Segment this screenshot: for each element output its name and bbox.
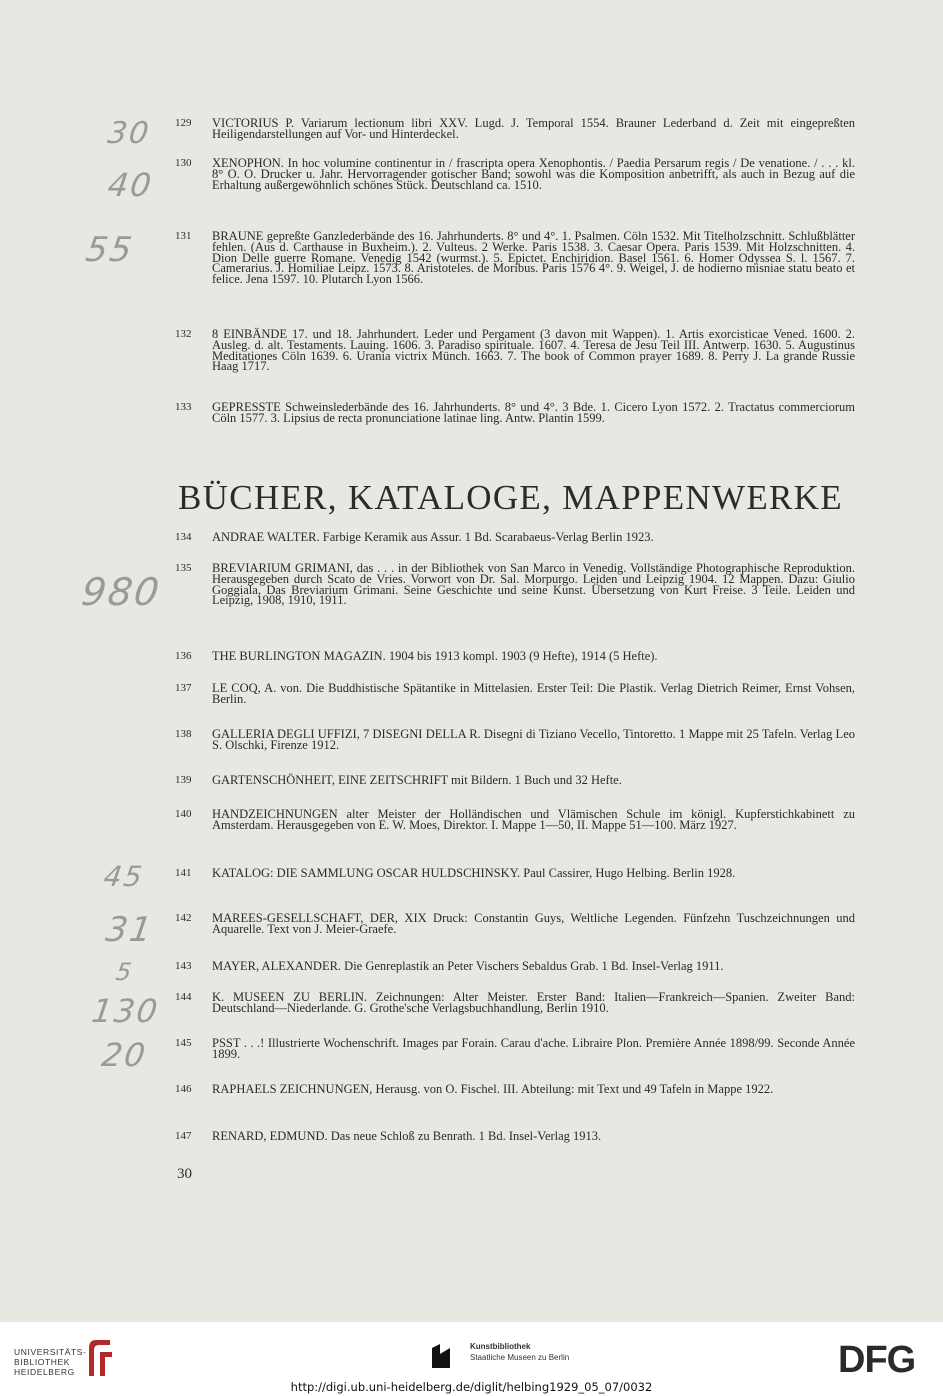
kb-subtitle: Staatliche Museen zu Berlin xyxy=(470,1353,570,1362)
catalog-entry xyxy=(175,1038,855,1060)
entry-text: THE BURLINGTON MAGAZIN. 1904 bis 1913 kompl. 1903 (9 Hefte), 1914 (5 Hefte). xyxy=(212,649,658,663)
catalog-entry xyxy=(175,961,855,972)
catalog-entry xyxy=(175,913,855,935)
entry-number: 143 xyxy=(175,960,192,972)
entry-number: 133 xyxy=(175,401,192,413)
entry-text: HANDZEICHNUNGEN alter Meister der Holländischen und Vlämischen Schule im königl. Kupferstichkabinett zu Amsterdam. Herausgegeben von E. W. Moes, Direktor. I. Mappe 1—50, II. Mappe 51—100. März 1927. xyxy=(212,807,855,832)
catalog-entry xyxy=(175,775,855,786)
catalog-entry xyxy=(175,651,855,662)
ub-heidelberg-label xyxy=(14,1347,87,1377)
catalog-entry xyxy=(175,992,855,1014)
entry-text: K. MUSEEN ZU BERLIN. Zeichnungen: Alter Meister. Erster Band: Italien—Frankreich—Spanien. Zweiter Band: Deutschland—Niederlande. G. Grothe'sche Verlagsbuchhandlung, Berlin 1910. xyxy=(212,990,855,1015)
pencil-annotation: 55 xyxy=(83,230,137,270)
entry-number: 146 xyxy=(175,1083,192,1095)
entry-number: 130 xyxy=(175,157,192,169)
ub-line: BIBLIOTHEK xyxy=(14,1357,71,1367)
catalog-entry xyxy=(175,1131,855,1142)
entry-text: XENOPHON. In hoc volumine continentur in / frascripta opera Xenophontis. / Paedia Persarum regis / De venatione. / . . . kl. 8° O. O. Drucker u. Jahr. Hervorragender gotischer Band; sowohl was die Komposition anbetrifft, als auch in Bezug auf die Erhaltung außergewöhnlich schönes Stück. Deutschland ca. 1510. xyxy=(212,156,855,192)
entry-text: MAYER, ALEXANDER. Die Genreplastik an Peter Vischers Sebaldus Grab. 1 Bd. Insel-Verlag 1911. xyxy=(212,959,724,973)
entry-text: KATALOG: DIE SAMMLUNG OSCAR HULDSCHINSKY. Paul Cassirer, Hugo Helbing. Berlin 1928. xyxy=(212,866,736,880)
entry-number: 132 xyxy=(175,328,192,340)
entry-text: ANDRAE WALTER. Farbige Keramik aus Assur. 1 Bd. Scarabaeus-Verlag Berlin 1923. xyxy=(212,530,654,544)
catalog-entry xyxy=(175,158,855,190)
catalog-entry xyxy=(175,402,855,424)
entry-number: 145 xyxy=(175,1037,192,1049)
pencil-annotation: 30 xyxy=(105,116,153,151)
catalog-entry xyxy=(175,868,855,879)
page-number: 30 xyxy=(177,1166,192,1182)
footer-bar xyxy=(0,1322,943,1396)
entry-number: 137 xyxy=(175,682,192,694)
entry-text: RENARD, EDMUND. Das neue Schloß zu Benrath. 1 Bd. Insel-Verlag 1913. xyxy=(212,1129,602,1143)
entry-number: 141 xyxy=(175,867,192,879)
source-url[interactable]: http://digi.ub.uni-heidelberg.de/diglit/helbing1929_05_07/0032 xyxy=(290,1380,653,1394)
ub-line: UNIVERSITÄTS- xyxy=(14,1347,87,1357)
catalog-entry xyxy=(175,563,855,606)
ub-line: HEIDELBERG xyxy=(14,1367,75,1377)
entry-text: RAPHAELS ZEICHNUNGEN, Herausg. von O. Fischel. III. Abteilung: mit Text und 49 Tafeln in Mappe 1922. xyxy=(212,1082,774,1096)
entry-text: 8 EINBÄNDE 17. und 18. Jahrhundert. Leder und Pergament (3 davon mit Wappen). 1. Artis exorcisticae Vened. 1600. 2. Ausleg. d. alt. Testaments. Lauing. 1606. 3. Paradiso spirituale. 1607. 4. Teresa de Jesu Teil III. Antwerp. 1630. 5. Augustinus Meditationes Cöln 1639. 6. Urania victrix Münch. 1663. 7. The book of Common prayer 1689. 8. Perry J. La grande Russie Haag 1717. xyxy=(212,327,855,374)
catalog-entry xyxy=(175,532,855,543)
entry-text: BRAUNE gepreßte Ganzlederbände des 16. Jahrhunderts. 8° und 4°. 1. Psalmen. Cöln 1532. Mit Titelholzschnitt. Schlußblätter fehlen. (Aus d. Carthause in Buxheim.). 2. Vulteus. 2 Werke. Paris 1538. 3. Caesar Opera. Paris 1539. Mit Holzschnitten. 4. Dion Delle guerre Romane. Venedig 1542 (wurmst.). 5. Epictet. Enchiridion. Basel 1561. 6. Homer Odyssea S. l. 1567. 7. Camerarius. J. Homiliae Leipz. 1573. 8. Aristoteles. de Moribus. Paris 1576 4°. 9. Weigel, J. de hodierno misniae statu beato et felice. Jena 1597. 10. Plutarch Lyon 1566. xyxy=(212,229,855,287)
pencil-annotation: 20 xyxy=(99,1036,150,1074)
entry-text: GALLERIA DEGLI UFFIZI, 7 DISEGNI DELLA R. Disegni di Tiziano Vecello, Tintoretto. 1 Mappe mit 25 Tafeln. Verlag Leo S. Olschki, Firenze 1912. xyxy=(212,727,855,752)
catalog-entry xyxy=(175,231,855,285)
entry-text: PSST . . .! Illustrierte Wochenschrift. Images par Forain. Carau d'ache. Libraire Plon. Première Année 1898/99. Seconde Année 1899. xyxy=(212,1036,855,1061)
entry-text: LE COQ, A. von. Die Buddhistische Spätantike in Mittelasien. Erster Teil: Die Plastik. Verlag Dietrich Reimer, Ernst Vohsen, Berlin. xyxy=(212,681,855,706)
pencil-annotation: 31 xyxy=(103,910,157,950)
ub-heidelberg-logo-icon xyxy=(86,1338,116,1378)
entry-text: BREVIARIUM GRIMANI, das . . . in der Bibliothek von San Marco in Venedig. Vollständige Photographische Reproduktion. Herausgegeben durch Scato de Vries. Vorwort von Dr. Sal. Morpurgo. Leiden und Leipzig 1904. 12 Mappen. Dazu: Giulio Goggiala, Das Breviarium Grimani. Seine Geschichte und seine Kunst. Übersetzung von Kurt Freise. 3 Teile. Leiden und Leipzig, 1908, 1910, 1911. xyxy=(212,561,855,608)
entry-number: 144 xyxy=(175,991,192,1003)
entry-number: 134 xyxy=(175,531,192,543)
entry-number: 147 xyxy=(175,1130,192,1142)
kb-title: Kunstbibliothek xyxy=(470,1342,531,1351)
section-heading: BÜCHER, KATALOGE, MAPPENWERKE xyxy=(178,478,843,517)
entry-text: VICTORIUS P. Variarum lectionum libri XXV. Lugd. J. Temporal 1554. Brauner Lederband d. Zeit mit eingepreßten Heiligendarstellungen auf Vor- und Hinterdeckel. xyxy=(212,116,855,141)
entry-text: GEPRESSTE Schweinslederbände des 16. Jahrhunderts. 8° und 4°. 3 Bde. 1. Cicero Lyon 1572. 2. Tractatus commerciorum Cöln 1577. 3. Lipsius de recta pronunciatione latinae ling. Antw. Plantin 1599. xyxy=(212,400,855,425)
pencil-annotation: 45 xyxy=(101,860,146,893)
entry-number: 138 xyxy=(175,728,192,740)
catalog-entry xyxy=(175,729,855,751)
entry-number: 142 xyxy=(175,912,192,924)
catalog-entry xyxy=(175,809,855,831)
entry-number: 140 xyxy=(175,808,192,820)
entry-number: 135 xyxy=(175,562,192,574)
entry-number: 131 xyxy=(175,230,192,242)
entry-number: 139 xyxy=(175,774,192,786)
catalog-entry xyxy=(175,329,855,372)
dfg-logo: DFG xyxy=(838,1339,916,1381)
catalog-entry xyxy=(175,118,855,140)
pencil-annotation: 40 xyxy=(105,166,156,204)
catalog-entry xyxy=(175,1084,855,1095)
pencil-annotation: 130 xyxy=(89,992,162,1030)
pencil-annotation: 980 xyxy=(78,570,164,614)
catalog-entry xyxy=(175,683,855,705)
entry-number: 136 xyxy=(175,650,192,662)
pencil-annotation: 5 xyxy=(114,958,136,986)
entry-text: GARTENSCHÖNHEIT, EINE ZEITSCHRIFT mit Bildern. 1 Buch und 32 Hefte. xyxy=(212,773,622,787)
kunstbibliothek-logo-icon xyxy=(430,1342,460,1370)
kunstbibliothek-label xyxy=(470,1341,569,1363)
entry-number: 129 xyxy=(175,117,192,129)
entry-text: MAREES-GESELLSCHAFT, DER, XIX Druck: Constantin Guys, Weltliche Legenden. Fünfzehn Tuschzeichnungen und Aquarelle. Text von J. Meier-Graefe. xyxy=(212,911,855,936)
